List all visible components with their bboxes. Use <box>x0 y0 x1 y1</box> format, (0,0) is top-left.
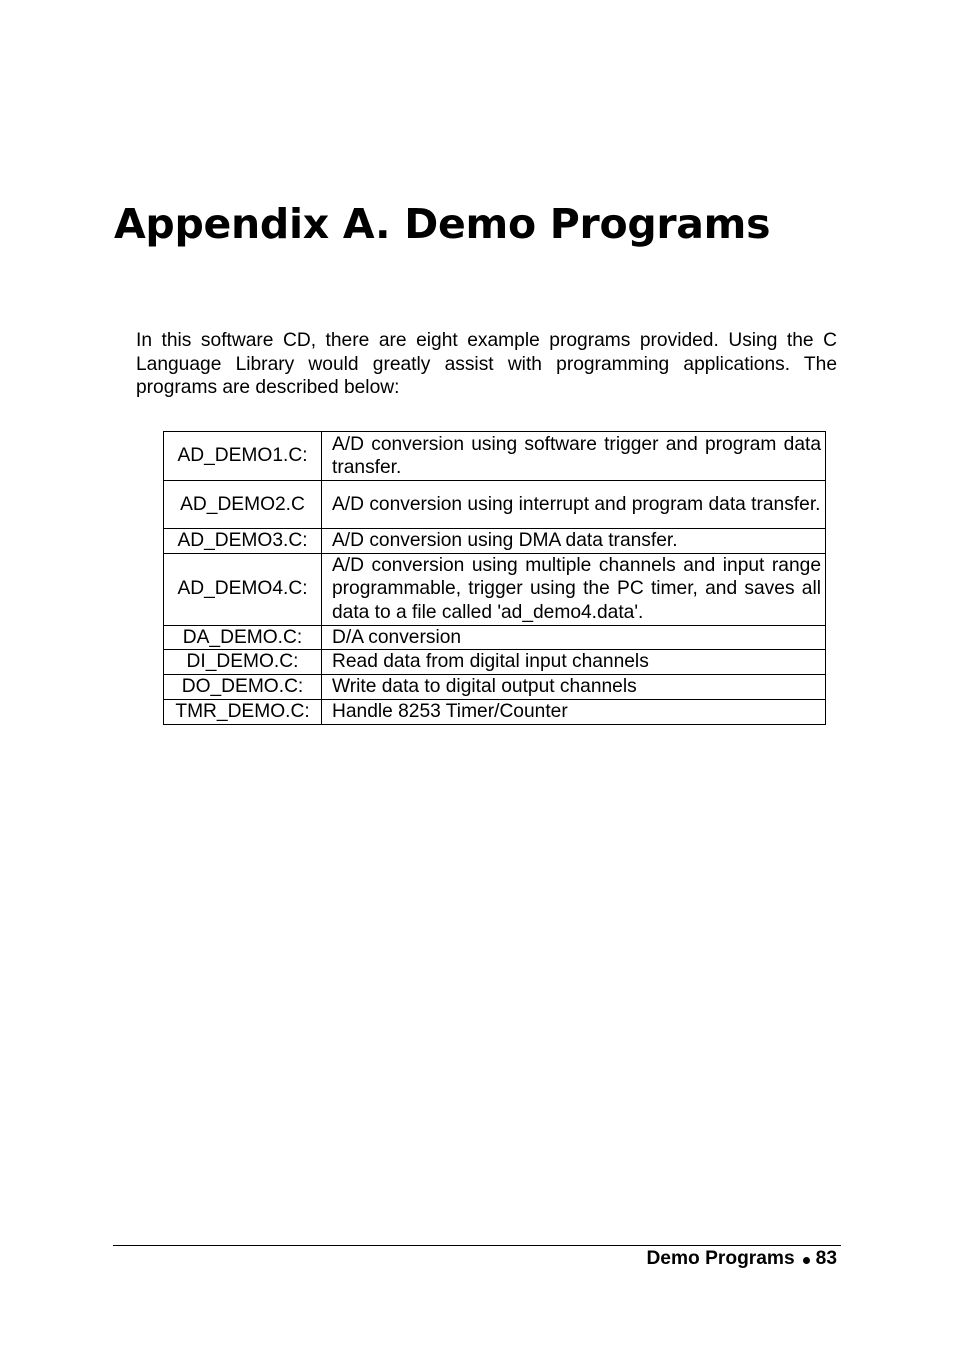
program-description: Handle 8253 Timer/Counter <box>322 699 826 724</box>
intro-paragraph: In this software CD, there are eight example programs provided. Using the C Language Library would greatly assist with programming applications. The programs are described below: <box>136 330 837 398</box>
table-row <box>164 529 826 554</box>
program-file-name: DO_DEMO.C: <box>164 675 322 700</box>
program-file-name: AD_DEMO3.C: <box>164 529 322 554</box>
program-description: D/A conversion <box>322 625 826 650</box>
page-footer <box>646 1248 837 1270</box>
program-description: A/D conversion using software trigger and program data transfer. <box>322 432 826 481</box>
bullet-icon <box>803 1257 810 1264</box>
table-row <box>164 625 826 650</box>
table-row <box>164 481 826 529</box>
program-file-name: DI_DEMO.C: <box>164 650 322 675</box>
table-row <box>164 675 826 700</box>
program-file-name: AD_DEMO2.C <box>164 481 322 529</box>
demo-programs-table <box>163 431 826 725</box>
program-description: Write data to digital output channels <box>322 675 826 700</box>
table-row <box>164 553 826 625</box>
program-file-name: TMR_DEMO.C: <box>164 699 322 724</box>
page-title: Appendix A. Demo Programs <box>114 200 771 248</box>
program-description: Read data from digital input channels <box>322 650 826 675</box>
table-row <box>164 699 826 724</box>
program-description: A/D conversion using interrupt and program data transfer. <box>322 481 826 529</box>
program-description: A/D conversion using multiple channels and input range programmable, trigger using the PC timer, and saves all data to a file called 'ad_demo4.data'. <box>322 553 826 625</box>
footer-divider <box>113 1245 841 1246</box>
program-file-name: AD_DEMO1.C: <box>164 432 322 481</box>
table-row <box>164 650 826 675</box>
footer-section-title: Demo Programs <box>646 1248 795 1269</box>
program-file-name: DA_DEMO.C: <box>164 625 322 650</box>
table-row <box>164 432 826 481</box>
program-description: A/D conversion using DMA data transfer. <box>322 529 826 554</box>
page-number: 83 <box>815 1248 837 1269</box>
program-file-name: AD_DEMO4.C: <box>164 553 322 625</box>
